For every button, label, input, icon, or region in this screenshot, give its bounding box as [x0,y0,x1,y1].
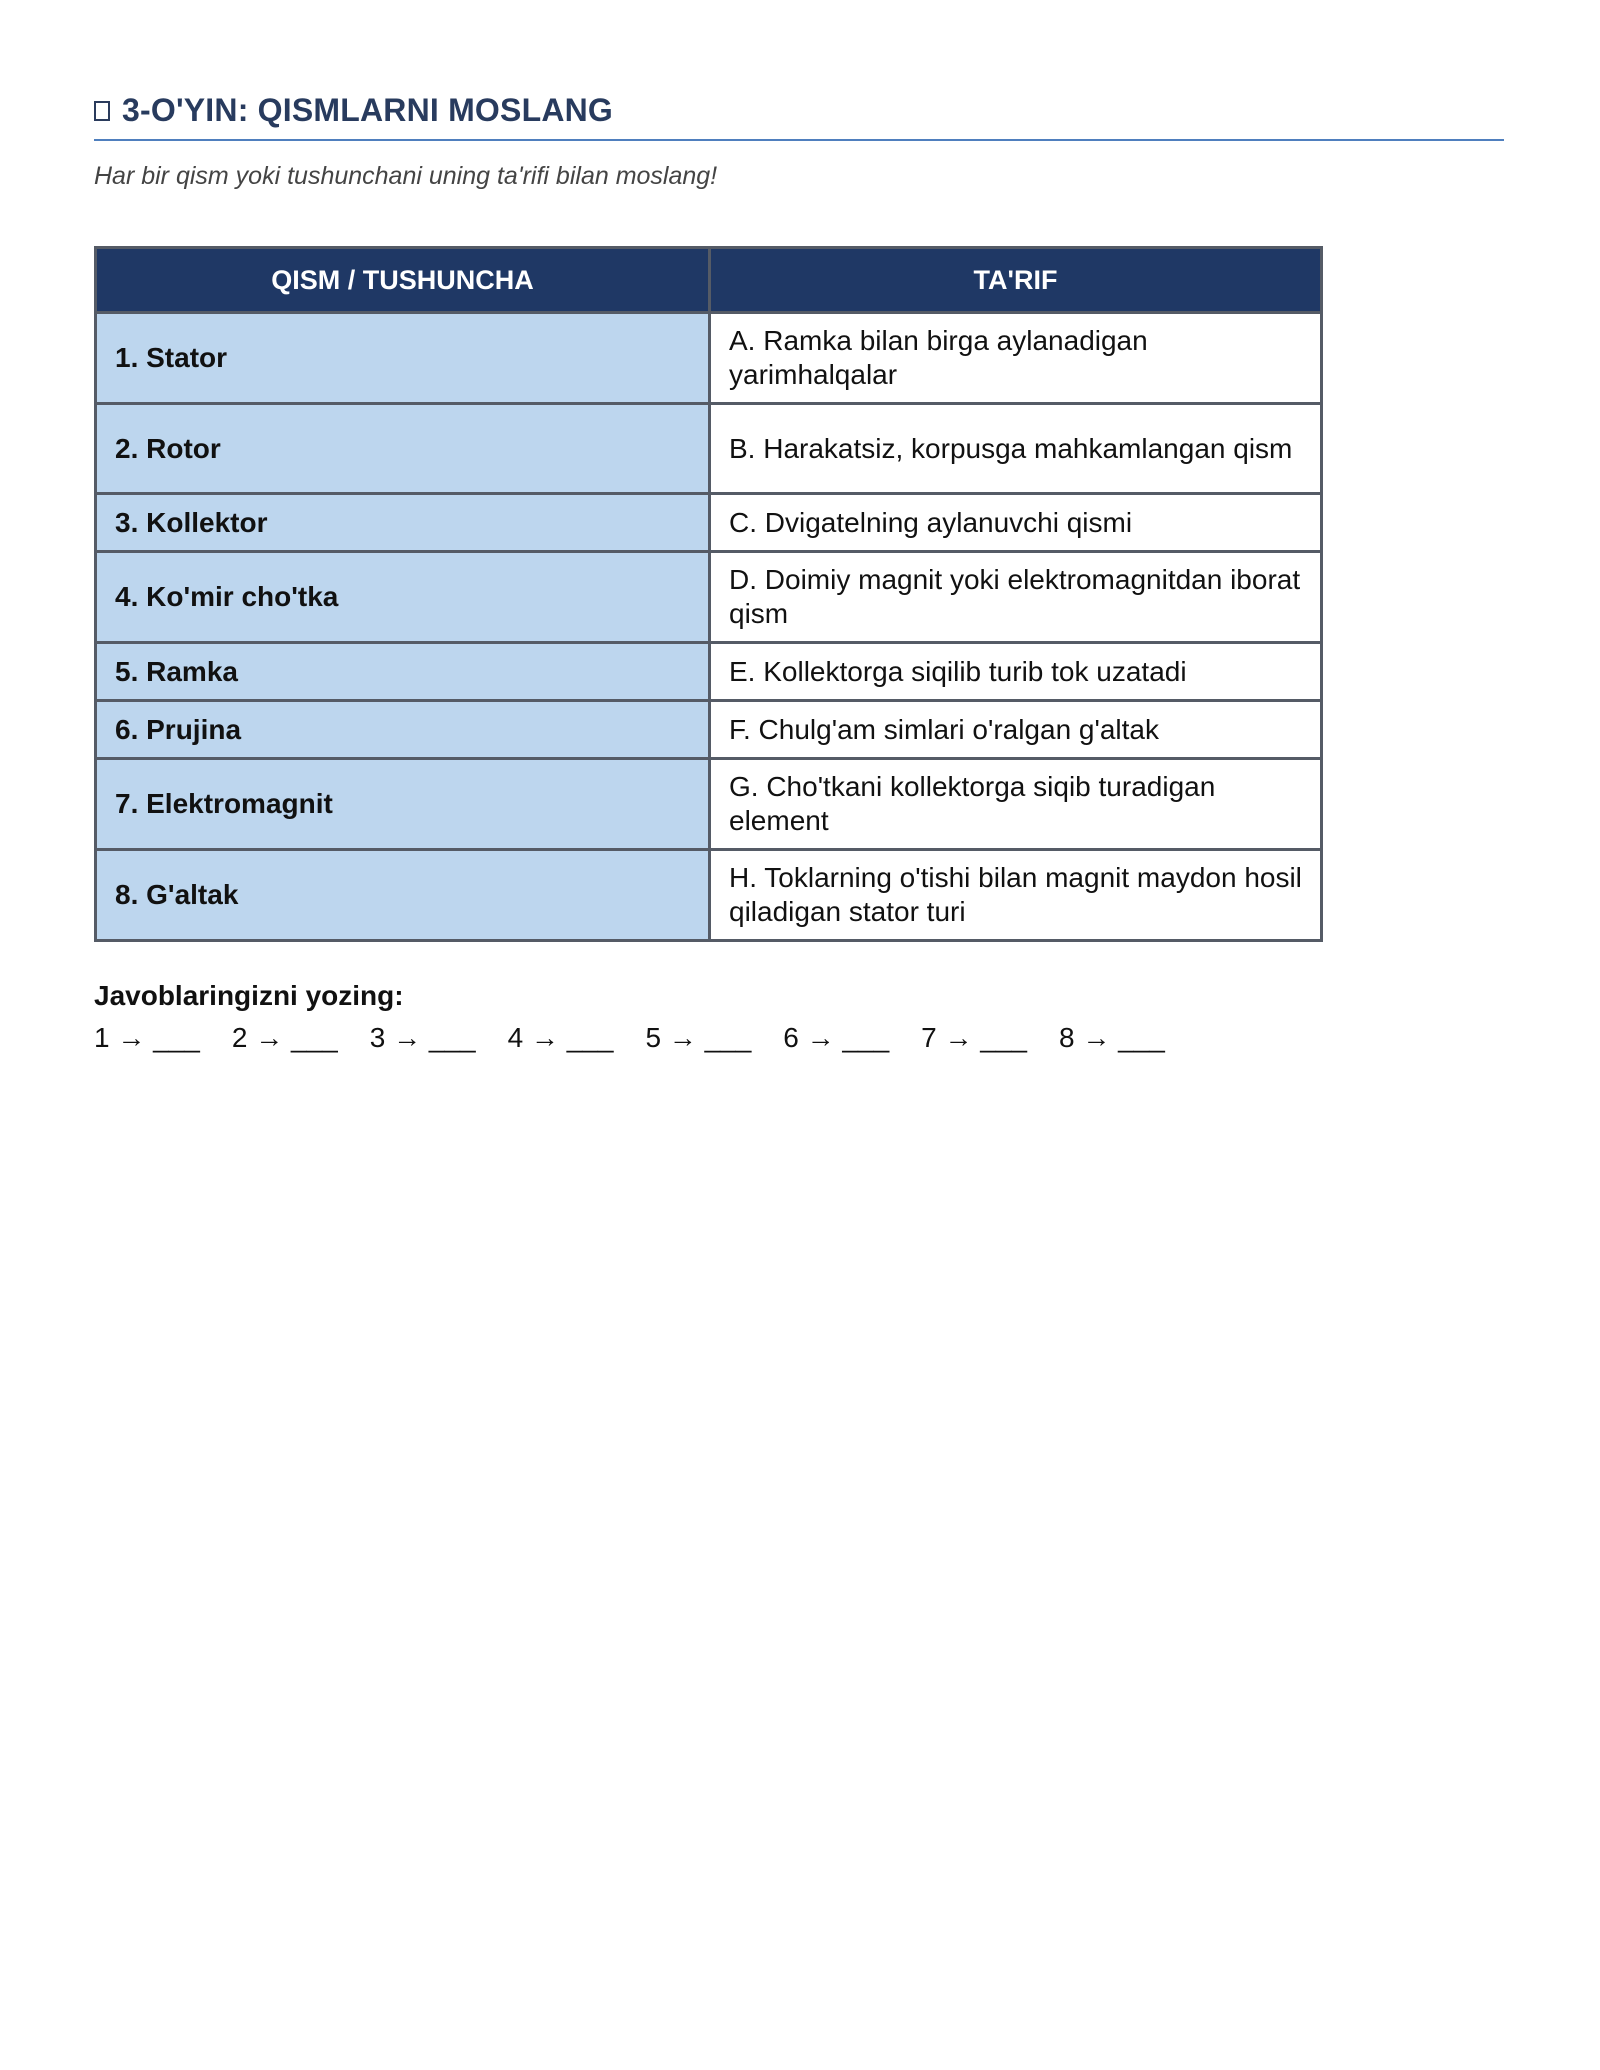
answer-blank[interactable]: 7 → ___ [921,1022,1028,1053]
part-cell: 3. Kollektor [96,494,710,552]
table-row [96,552,1322,643]
definition-cell: C. Dvigatelning aylanuvchi qismi [710,494,1322,552]
answer-blank[interactable]: 5 → ___ [645,1022,752,1053]
definition-cell: A. Ramka bilan birga aylanadigan yarimhalqalar [710,313,1322,404]
title-row [94,92,1504,141]
part-cell: 1. Stator [96,313,710,404]
part-cell: 5. Ramka [96,643,710,701]
answer-blank[interactable]: 4 → ___ [507,1022,614,1053]
definition-cell: G. Cho'tkani kollektorga siqib turadigan element [710,759,1322,850]
table-header-row [96,248,1322,313]
table-row [96,850,1322,941]
answer-blank[interactable]: 6 → ___ [783,1022,890,1053]
answer-blank[interactable]: 8 → ___ [1059,1022,1165,1053]
part-cell: 4. Ko'mir cho'tka [96,552,710,643]
definition-cell: E. Kollektorga siqilib turib tok uzatadi [710,643,1322,701]
table-row [96,701,1322,759]
answers-label: Javoblaringizni yozing: [94,980,404,1011]
table-row [96,759,1322,850]
definition-cell: D. Doimiy magnit yoki elektromagnitdan iborat qism [710,552,1322,643]
answer-blank[interactable]: 1 → ___ [94,1022,200,1053]
table-row [96,643,1322,701]
box-icon [94,101,110,121]
definition-cell: B. Harakatsiz, korpusga mahkamlangan qism [710,404,1322,494]
answers-row [94,1022,1197,1054]
table-row [96,404,1322,494]
answer-blank[interactable]: 2 → ___ [231,1022,338,1053]
part-cell: 2. Rotor [96,404,710,494]
part-cell: 7. Elektromagnit [96,759,710,850]
table-row [96,494,1322,552]
definition-cell: F. Chulg'am simlari o'ralgan g'altak [710,701,1322,759]
table-row [96,313,1322,404]
column-header-definition: TA'RIF [710,248,1322,313]
matching-table [94,246,1323,942]
definition-cell: H. Toklarning o'tishi bilan magnit maydon hosil qiladigan stator turi [710,850,1322,941]
page-subtitle: Har bir qism yoki tushunchani uning ta'rifi bilan moslang! [94,162,718,190]
part-cell: 6. Prujina [96,701,710,759]
answer-blank[interactable]: 3 → ___ [369,1022,476,1053]
column-header-part: QISM / TUSHUNCHA [96,248,710,313]
page-title: 3-O'YIN: QISMLARNI MOSLANG [122,92,614,128]
part-cell: 8. G'altak [96,850,710,941]
